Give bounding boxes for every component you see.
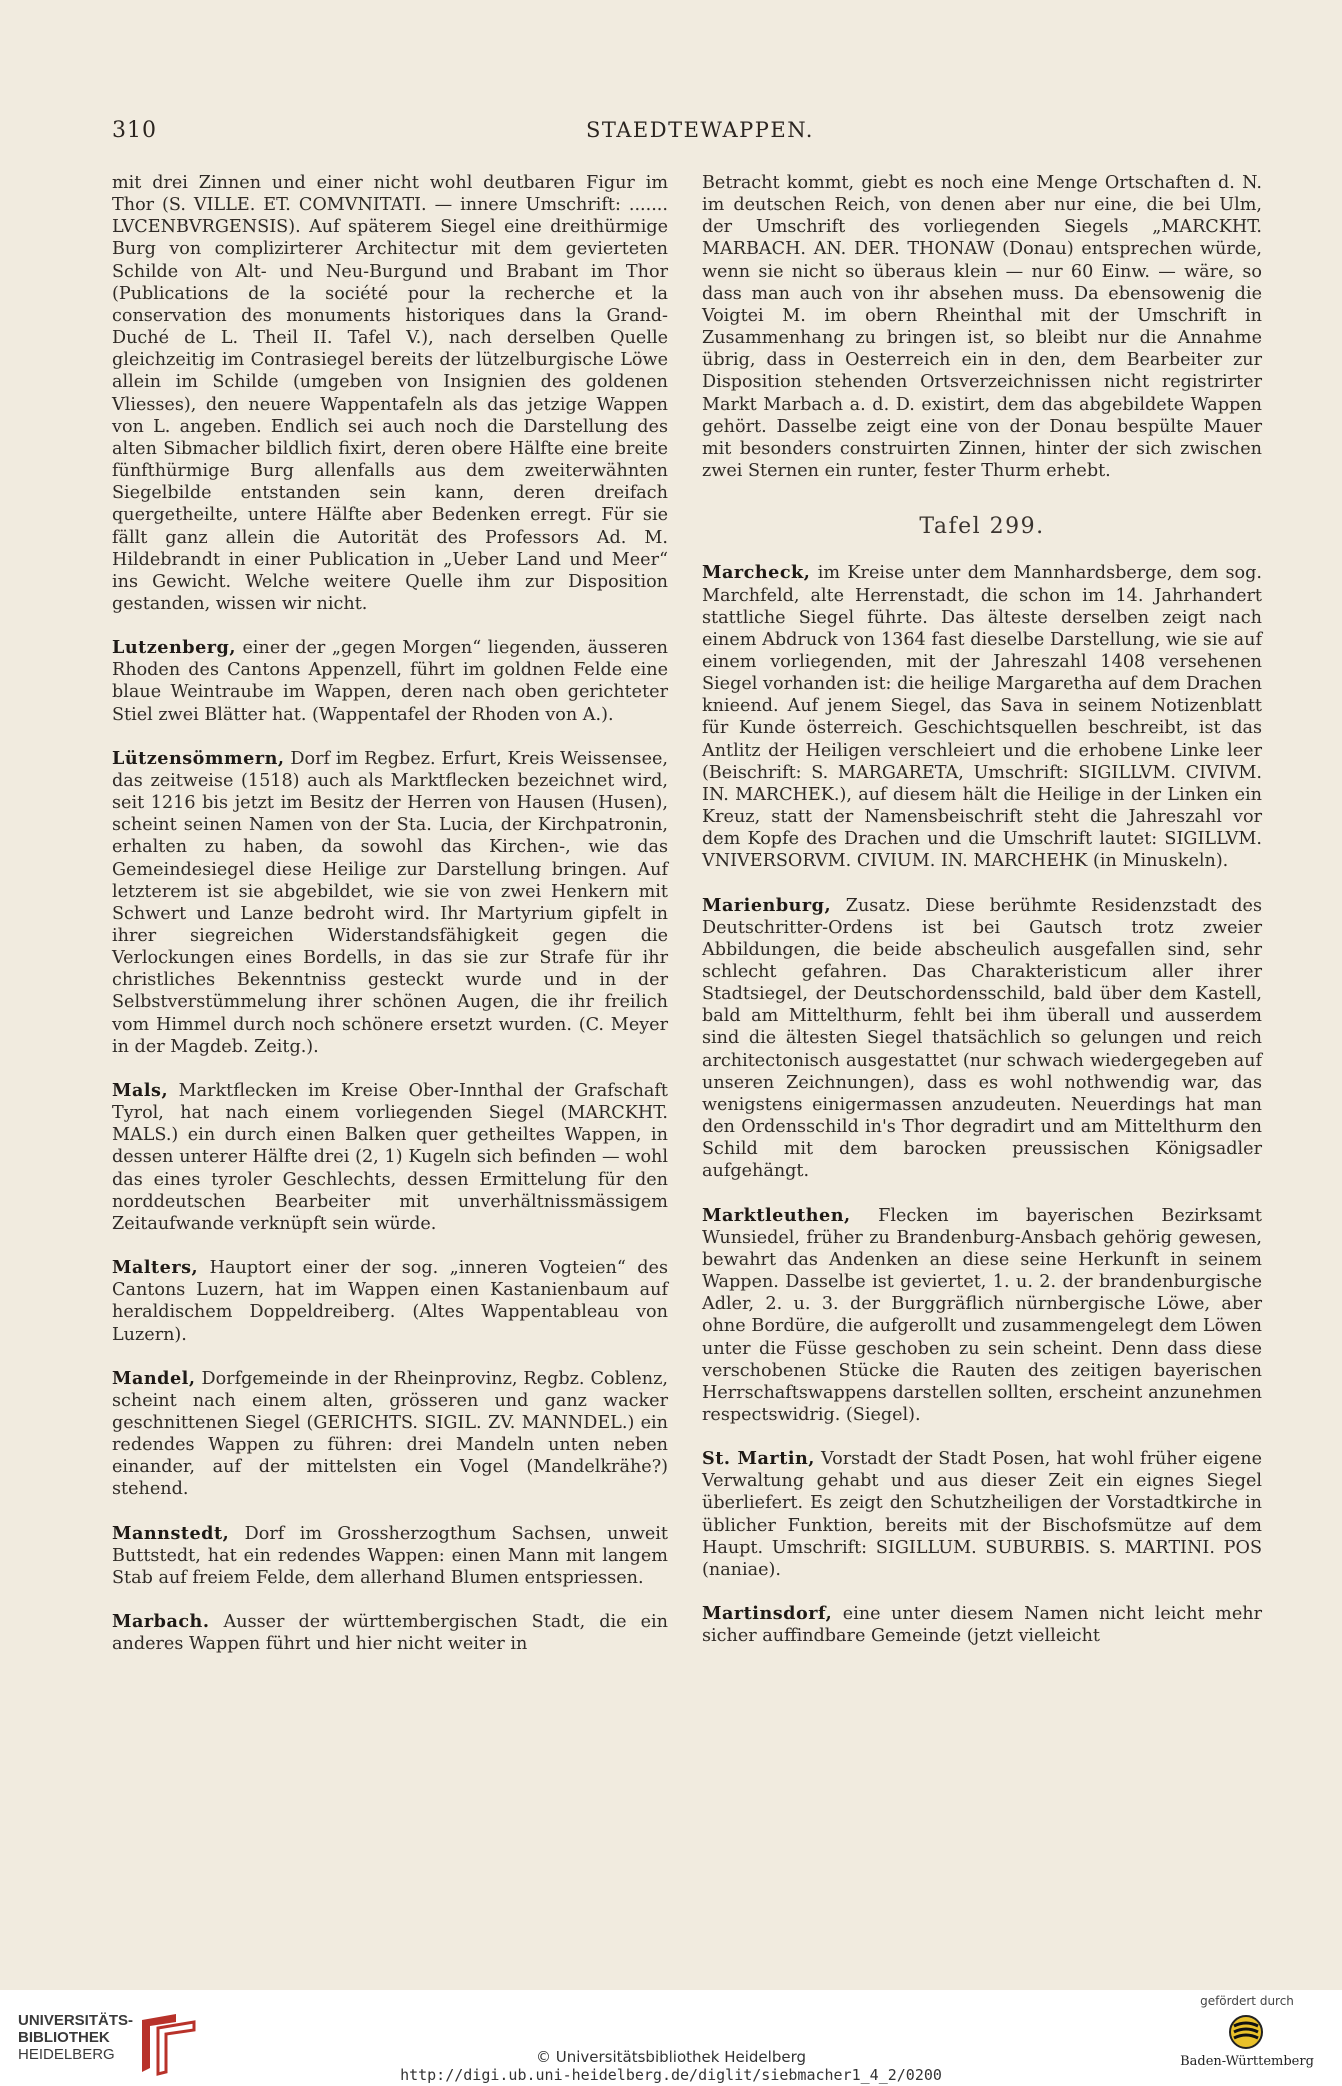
- entry-headword: Marktleuthen,: [702, 1204, 851, 1226]
- entry-marcheck: [702, 562, 1262, 872]
- state-crest-icon: [1222, 2012, 1270, 2052]
- permalink[interactable]: http://digi.ub.uni-heidelberg.de/diglit/siebmacher1_4_2/0200: [400, 2066, 942, 2084]
- entry-text: Marktflecken im Kreise Ober-Innthal der Grafschaft Tyrol, hat nach einem vorliegenden Siegel (MARCKHT. MALS.) ein durch einen Balken quer getheiltes Wappen, in dessen unterer Hälfte drei (2, 1) Kugeln sich befinden — wohl das eines tyroler Geschlechts, dessen Ermittelung für den norddeutschen Bearbeiter mit unverhältnissmässigem Zeitaufwande verknüpft sein würde.: [112, 1080, 668, 1234]
- entry-marbach: [112, 1611, 668, 1655]
- entry-text: Flecken im bayerischen Bezirksamt Wunsiedel, früher zu Brandenburg-Ansbach gehörig gewesen, bewahrt das Andenken an diese seine Herkunft in seinem Wappen. Dasselbe ist geviertet, 1. u. 2. der brandenburgische Adler, 2. u. 3. der Burggräflich nürnbergische Löwe, aber ohne Bordüre, die aufgerollt und zusammengelegt dem Löwen unter die Füsse geschoben zu sein scheint. Denn dass diese verschobenen Stücke die Rauten des zeitigen bayerischen Herrschaftswappens darstellen sollten, erscheint anzunehmen respectswidrig. (Siegel).: [702, 1205, 1262, 1425]
- entry-mannstedt: [112, 1523, 668, 1589]
- entry-text: Dorf im Regbez. Erfurt, Kreis Weissensee, das zeitweise (1518) auch als Marktflecken bezeichnet wird, seit 1216 bis jetzt im Besitz der Herren von Hausen (Husen), scheint seinen Namen von der Sta. Lucia, der Kirchpatronin, erhalten zu haben, da sowohl das Kirchen-, wie das Gemeindesiegel diese Heilige zur Darstellung bringen. Auf letzterem ist sie abgebildet, wie sie von zwei Henkern mit Schwert und Lanze bedroht wird. Ihr Martyrium gipfelt in ihrer siegreichen Widerstandsfähigkeit gegen die Verlockungen eines Bordells, in das sie zur Strafe für ihr christliches Bekenntniss gesteckt wurde und in der Selbstverstümmelung ihrer schönen Augen, die ihr freilich vom Himmel durch noch schönere ersetzt wurden. (C. Meyer in der Magdeb. Zeitg.).: [112, 748, 668, 1057]
- entry-headword: Lutzenberg,: [112, 637, 236, 659]
- entry-headword: Lützensömmern,: [112, 747, 285, 769]
- page-number: 310: [112, 118, 157, 143]
- entry-lutzenberg: [112, 637, 668, 726]
- library-name-line: UNIVERSITÄTS-: [18, 2012, 134, 2029]
- entry-marktleuthen: [702, 1205, 1262, 1427]
- entry-text: Hauptort einer der sog. „inneren Vogteien“ des Cantons Luzern, hat im Wappen einen Kastanienbaum auf heraldischem Doppeldreiberg. (Altes Wappentableau von Luzern).: [112, 1258, 668, 1345]
- entry-headword: Marbach.: [112, 1611, 210, 1633]
- sponsor-label: gefördert durch: [1200, 1994, 1294, 2008]
- entry-mandel: [112, 1368, 668, 1501]
- entry-headword: Mals,: [112, 1079, 169, 1101]
- paragraph: mit drei Zinnen und einer nicht wohl deutbaren Figur im Thor (S. VILLE. ET. COMVNITATI. — innere Umschrift: ....... LVCENBVRGENSIS). Auf späterem Siegel eine dreithürmige Burg von complizirterer Architectur mit dem gevierteten Schilde von Alt- und Neu-Burgund und Brabant im Thor (Publications de la société pour la recherche et la conservation des monuments historiques dans la Grand-Duché de L. Theil II. Tafel V.), nach derselben Quelle gleichzeitig im Contrasiegel bereits der lützelburgische Löwe allein im Schilde (umgeben von Insignien des goldenen Vliesses), den neuere Wappentafeln als das jetzige Wappen von L. angeben. Endlich sei auch noch die Darstellung des alten Sibmacher bildlich fixirt, deren obere Hälfte eine breite fünfthürmige Burg allenfalls aus dem zweiterwähnten Siegelbilde entstanden sein kann, deren dreifach quergetheilte, untere Hälfte aber Bedenken erregt. Für sie fällt ganz allein die Autorität des Professors Ad. M. Hildebrandt in einer Publication in „Ueber Land und Meer“ ins Gewicht. Welche weitere Quelle ihm zur Disposition gestanden, wissen wir nicht.: [112, 173, 668, 614]
- copyright-block: [0, 2048, 1342, 2084]
- entry-text: eine unter diesem Namen nicht leicht mehr sicher auffindbare Gemeinde (jetzt vielleicht: [702, 1604, 1262, 1647]
- entry-headword: Mannstedt,: [112, 1522, 230, 1544]
- library-name-line: HEIDELBERG: [18, 2046, 115, 2063]
- footer: [0, 1990, 1342, 2086]
- entry-headword: Marienburg,: [702, 894, 832, 916]
- entry-martinsdorf: [702, 1603, 1262, 1647]
- entry-text: Ausser der württembergischen Stadt, die ein anderes Wappen führt und hier nicht weiter in: [112, 1612, 668, 1655]
- entry-text: im Kreise unter dem Mannhardsberge, dem sog. Marchfeld, alte Herrenstadt, die schon im 14. Jahrhandert stattliche Siegel führte. Das älteste derselben zeigt nach einem Abdruck von 1364 fast dieselbe Darstellung, wie sie auf einem vorliegenden, mit der Jahreszahl 1408 versehenen Siegel vorhanden ist: die heilige Margaretha auf dem Drachen knieend. Auf jenem Siegel, das Sava in seinem Notizenblatt für Kunde österreich. Geschichtsquellen beschreibt, ist das Antlitz der Heiligen verschleiert und die erhobene Linke leer (Beischrift: S. MARGARETA, Umschrift: SIGILLVM. CIVIVM. IN. MARCHEK.), auf diesem hält die Heilige in der Linken ein Kreuz, statt der Namensbeischrift steht die Jahreszahl vor dem Kopfe des Drachen und die Umschrift lautet: SIGILLVM. VNIVERSORVM. CIVIUM. IN. MARCHEHK (in Minuskeln).: [702, 563, 1262, 872]
- entry-text: Zusatz. Diese berühmte Residenzstadt des Deutschritter-Ordens ist bei Gautsch trotz zweier Abbildungen, die beide abscheulich ausgefallen sind, sehr schlecht gefahren. Das Charakteristicum aller ihrer Stadtsiegel, der Deutschordensschild, bald über dem Kastell, bald am Mittelthurm, fehlt bei ihm überall und ausserdem sind die ältesten Siegel thatsächlich so gelungen und reich architectonisch ausgestattet (nur schwach wiedergegeben auf unseren Zeichnungen), dass es wohl nothwendig war, das wenigstens einigermassen anzudeuten. Neuerdings hat man den Ordensschild in's Thor degradirt und am Mittelthurm den Schild mit dem barocken preussischen Königsadler aufgehängt.: [702, 895, 1262, 1182]
- entry-headword: Marcheck,: [702, 562, 811, 584]
- entry-headword: Martinsdorf,: [702, 1603, 833, 1625]
- entry-marienburg: [702, 895, 1262, 1183]
- entry-lutzensoemmern: [112, 748, 668, 1058]
- left-column: [112, 172, 668, 1677]
- entry-headword: St. Martin,: [702, 1448, 815, 1470]
- sponsor-name: Baden-Württemberg: [1180, 2054, 1314, 2069]
- paragraph: Betracht kommt, giebt es noch eine Menge Ortschaften d. N. im deutschen Reich, von denen aber nur eine, die bei Ulm, der Umschrift des vorliegenden Siegels „MARCKHT. MARBACH. AN. DER. THONAW (Donau) entsprechen würde, wenn sie nicht so überaus klein — nur 60 Einw. — wäre, so dass man auch von ihr absehen muss. Da ebensowenig die Voigtei M. im obern Rheinthal mit der Umschrift in Zusammenhang zu bringen ist, so bleibt nur die Annahme übrig, dass in Oesterreich ein in den, dem Bearbeiter zur Disposition stehenden Ortsverzeichnissen nicht registrirter Markt Marbach a. d. D. existirt, dem das abgebildete Wappen gehört. Dasselbe zeigt eine von der Donau bespülte Mauer mit besonders construirten Zinnen, hinter der sich zwischen zwei Sternen ein runter, fester Thurm erhebt.: [702, 173, 1262, 482]
- entry-headword: Mandel,: [112, 1367, 196, 1389]
- entry-headword: Malters,: [112, 1257, 199, 1279]
- entry-st-martin: [702, 1448, 1262, 1581]
- running-title: STAEDTEWAPPEN.: [586, 118, 814, 142]
- page-header: [112, 118, 1260, 154]
- entry-text: Dorf im Grossherzogthum Sachsen, unweit Buttstedt, hat ein redendes Wappen: einen Mann mit langem Stab auf freiem Felde, dem allerhand Blumen entspriessen.: [112, 1523, 668, 1588]
- entry-text: einer der „gegen Morgen“ liegenden, äusseren Rhoden des Cantons Appenzell, führt im goldnen Felde eine blaue Weintraube im Wappen, deren nach oben gerichteter Stiel zwei Blätter hat. (Wappentafel der Rhoden von A.).: [112, 638, 668, 725]
- entry-text: Dorfgemeinde in der Rheinprovinz, Regbz. Coblenz, scheint nach einem alten, grösseren und ganz wacker geschnittenen Siegel (GERICHTS. SIGIL. ZV. MANNDEL.) ein redendes Wappen zu führen: drei Mandeln unten neben einander, auf der mittelsten ein Vogel (Mandelkrähe?) stehend.: [112, 1368, 668, 1500]
- entry-mals: [112, 1080, 668, 1235]
- right-column: [702, 172, 1262, 1669]
- sponsor-block: [1172, 1994, 1322, 2069]
- entry-malters: [112, 1257, 668, 1346]
- library-name-line: BIBLIOTHEK: [18, 2029, 110, 2046]
- copyright-text: © Universitätsbibliothek Heidelberg: [535, 2048, 806, 2066]
- plate-heading: Tafel 299.: [919, 514, 1045, 540]
- entry-text: Vorstadt der Stadt Posen, hat wohl früher eigene Verwaltung gehabt und aus dieser Zeit ein eignes Siegel überliefert. Es zeigt den Schutzheiligen der Vorstadtkirche in üblicher Funktion, bereits mit der Bischofsmütze auf dem Haupt. Umschrift: SIGILLUM. SUBURBIS. S. MARTINI. POS (naniae).: [702, 1449, 1262, 1580]
